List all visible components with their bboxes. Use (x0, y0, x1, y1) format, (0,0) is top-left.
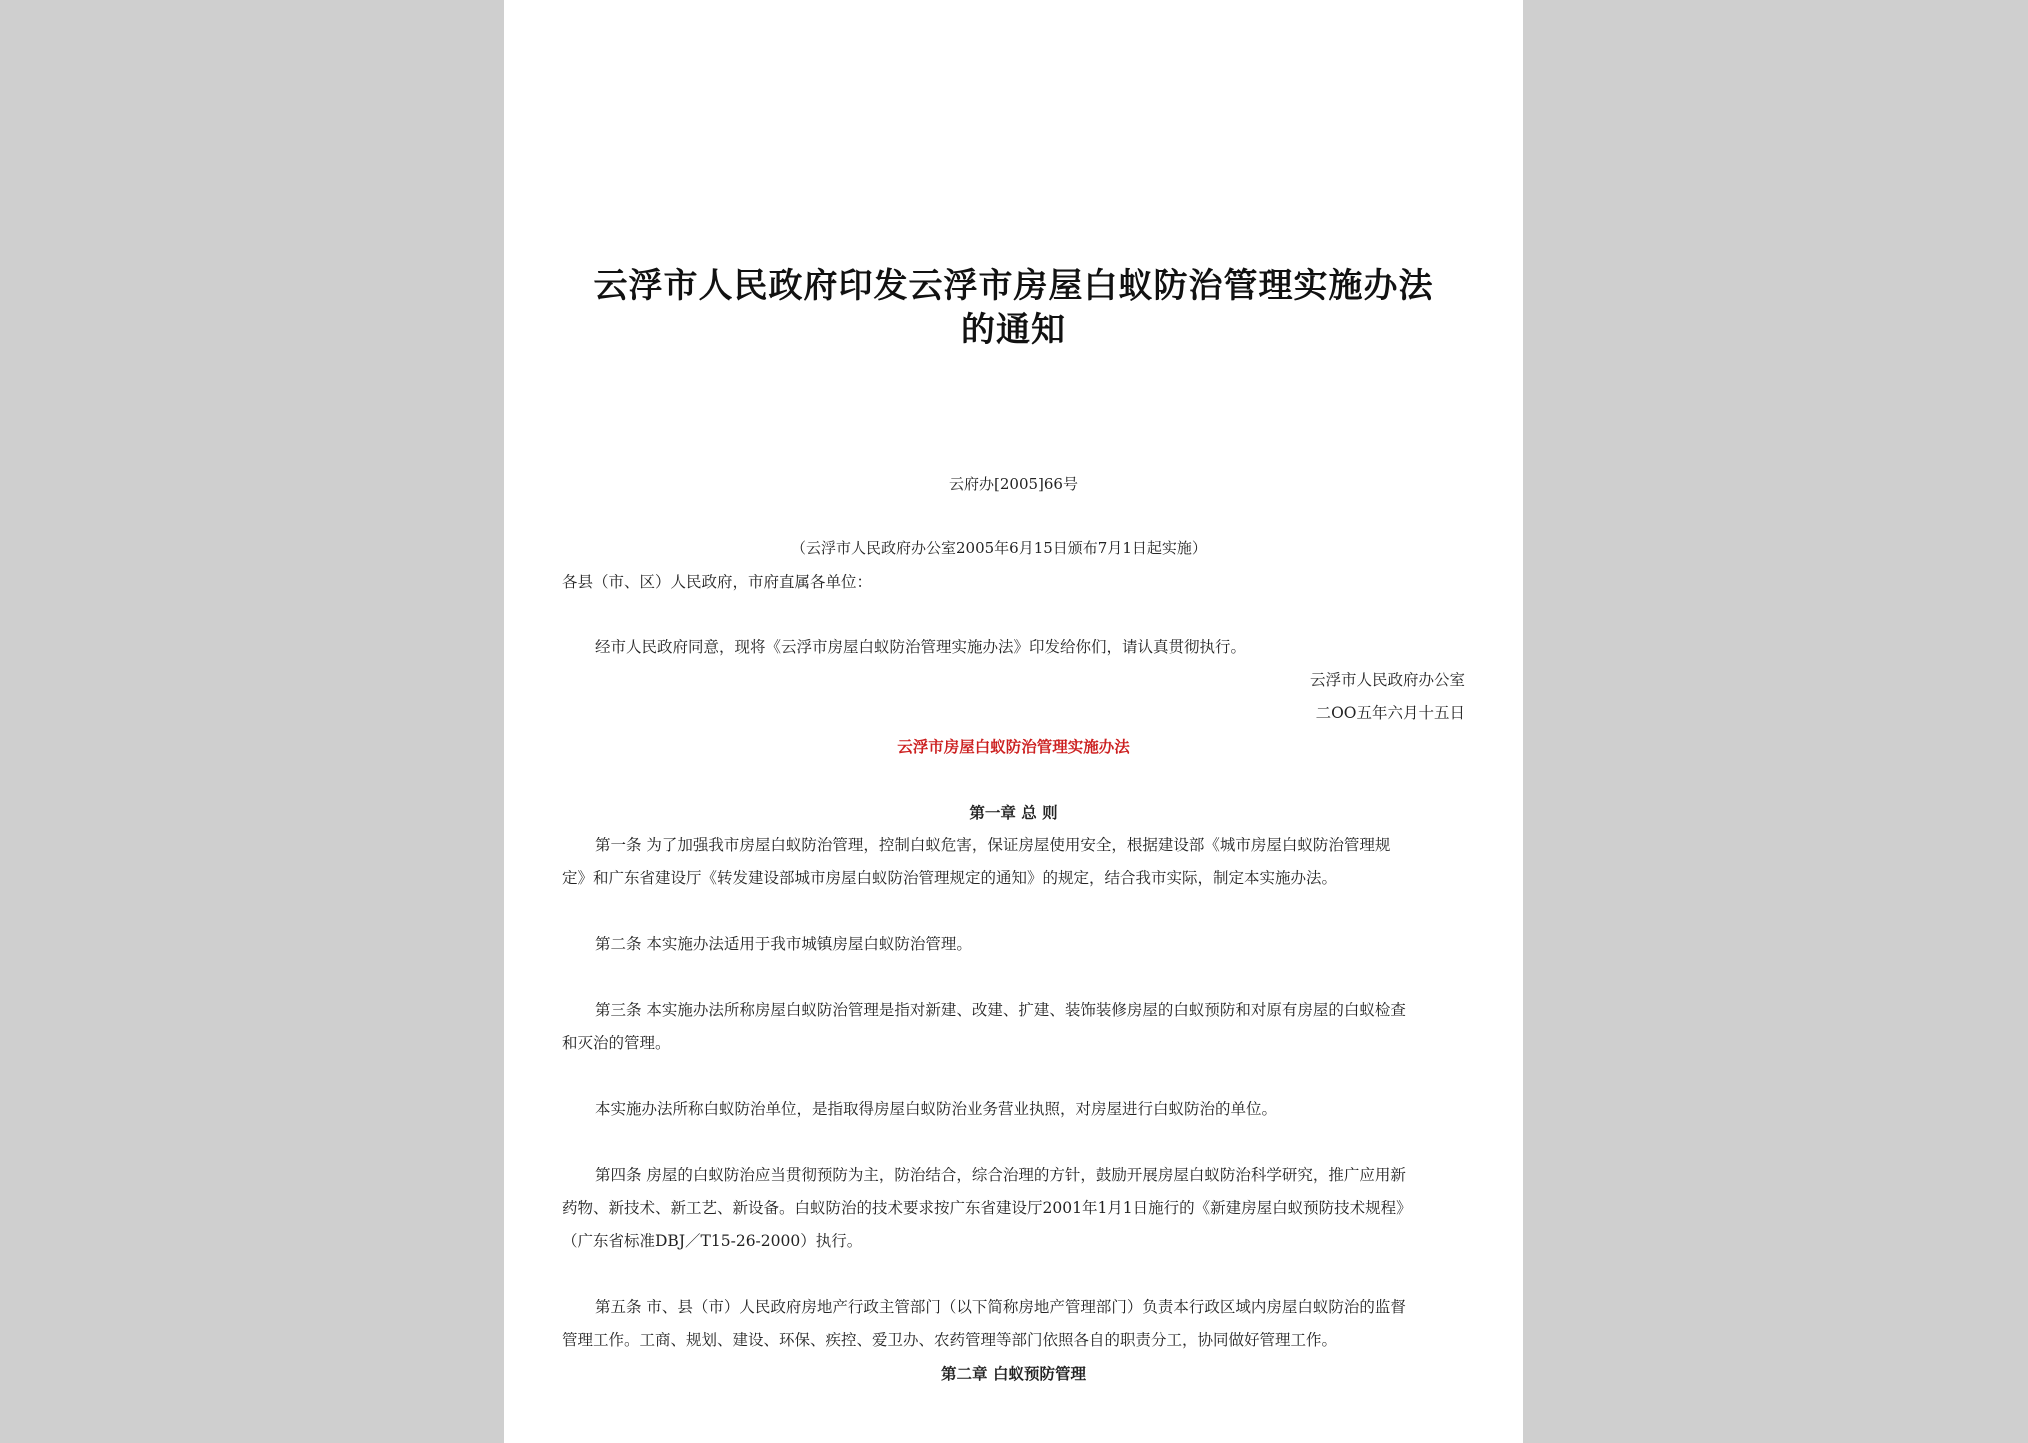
attachment-title: 云浮市房屋白蚁防治管理实施办法 (897, 737, 1130, 756)
article-3-paragraph-2: 本实施办法所称白蚁防治单位，是指取得房屋白蚁防治业务营业执照，对房屋进行白蚁防治的单位。 (595, 1100, 1278, 1118)
article-3-line1: 第三条 本实施办法所称房屋白蚁防治管理是指对新建、改建、扩建、装饰装修房屋的白蚁预防和对原有房屋的白蚁检查 (595, 1001, 1406, 1019)
signature-date: 二OO五年六月十五日 (1315, 704, 1465, 722)
document-page (504, 0, 1523, 1443)
signature-org: 云浮市人民政府办公室 (1309, 671, 1465, 689)
chapter-2-heading: 第二章 白蚁预防管理 (941, 1364, 1086, 1383)
article-1-line1: 第一条 为了加强我市房屋白蚁防治管理，控制白蚁危害，保证房屋使用安全，根据建设部《城市房屋白蚁防治管理规 (595, 836, 1391, 854)
document-title-line2: 的通知 (961, 310, 1066, 350)
addressee: 各县（市、区）人民政府，市府直属各单位： (562, 573, 873, 591)
article-5-line1: 第五条 市、县（市）人民政府房地产行政主管部门（以下简称房地产管理部门）负责本行政区域内房屋白蚁防治的监督 (595, 1298, 1406, 1316)
document-number: 云府办[2005]66号 (949, 475, 1078, 493)
issued-note: （云浮市人民政府办公室2005年6月15日颁布7月1日起实施） (791, 539, 1207, 557)
document-title-line1: 云浮市人民政府印发云浮市房屋白蚁防治管理实施办法 (593, 266, 1434, 306)
article-4-line2: 药物、新技术、新工艺、新设备。白蚁防治的技术要求按广东省建设厅2001年1月1日施行的《新建房屋白蚁预防技术规程》 (562, 1199, 1412, 1217)
article-4-line3: （广东省标准DBJ／T15-26-2000）执行。 (562, 1232, 863, 1250)
chapter-1-heading: 第一章 总 则 (969, 803, 1058, 822)
article-3-line2: 和灭治的管理。 (562, 1034, 671, 1052)
article-2: 第二条 本实施办法适用于我市城镇房屋白蚁防治管理。 (595, 935, 972, 953)
body-intro: 经市人民政府同意，现将《云浮市房屋白蚁防治管理实施办法》印发给你们，请认真贯彻执行。 (595, 638, 1247, 656)
article-4-line1: 第四条 房屋的白蚁防治应当贯彻预防为主，防治结合，综合治理的方针，鼓励开展房屋白蚁防治科学研究，推广应用新 (595, 1166, 1406, 1184)
article-1-line2: 定》和广东省建设厅《转发建设部城市房屋白蚁防治管理规定的通知》的规定，结合我市实际，制定本实施办法。 (562, 869, 1338, 887)
article-5-line2: 管理工作。工商、规划、建设、环保、疾控、爱卫办、农药管理等部门依照各自的职责分工，协同做好管理工作。 (562, 1331, 1338, 1349)
